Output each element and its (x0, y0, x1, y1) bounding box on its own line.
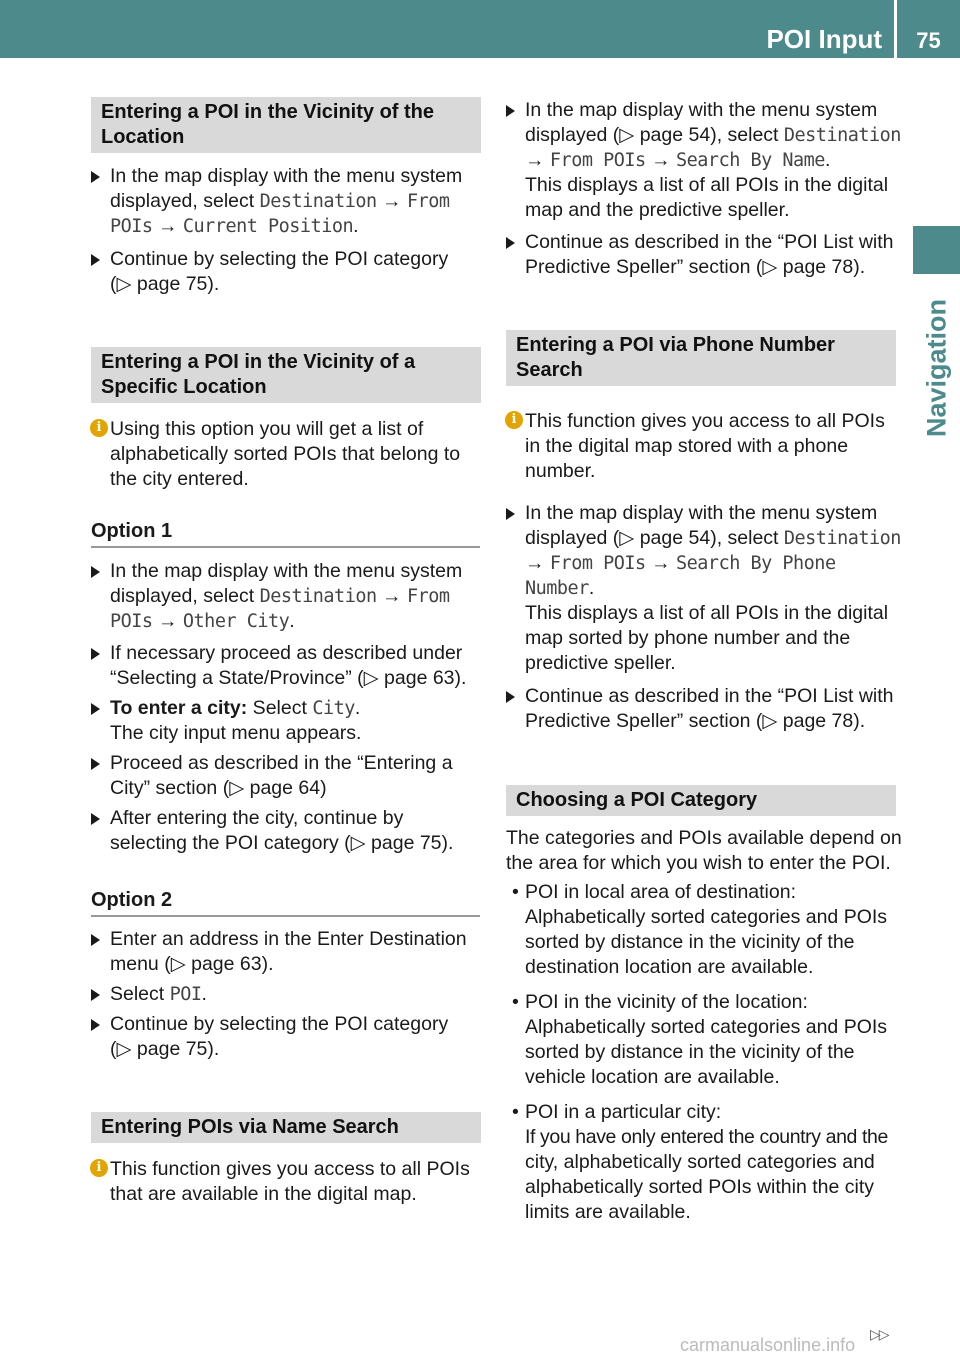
step-arrow-icon (506, 105, 515, 117)
step-arrow-icon (91, 171, 100, 183)
step-arrow-icon (91, 989, 100, 1001)
menu-item-current-position: Current Position (182, 216, 354, 237)
step-arrow-icon (91, 758, 100, 770)
chapter-side-tab[interactable]: Navigation (921, 298, 951, 438)
section-heading-specific-location: Entering a POI in the Vicinity of a Specific Location (91, 347, 481, 403)
menu-item-poi: POI (169, 984, 202, 1005)
step-item: In the map display with the menu system displayed (▷ page 54), select Destination → From POIs → Search By Name. This displays a list of all POIs in the digital map and the predictive speller. (506, 98, 896, 223)
bullet-icon: • (512, 991, 519, 1013)
step-item: After entering the city, continue by selecting the POI category (▷ page 75). (91, 806, 481, 856)
menu-item-city: City (312, 698, 355, 719)
info-icon: i (90, 419, 108, 437)
option-1-heading: Option 1 (91, 519, 480, 548)
step-item: In the map display with the menu system displayed, select Destination → From POIs → Other City. (91, 559, 481, 634)
list-item: • POI in a particular city: If you have only entered the country and the city, alphabetically sorted categories and alphabetically sorted POIs within the city limits are available. (512, 1101, 888, 1223)
menu-item-search-by-name: Search By Name (676, 150, 825, 171)
chapter-tab-marker (913, 226, 960, 274)
step-item: Continue by selecting the POI category (▷ page 75). (91, 247, 481, 297)
info-note: i This function gives you access to all POIs in the digital map stored with a phone number. (506, 409, 896, 484)
list-item: • POI in local area of destination: Alphabetically sorted categories and POIs sorted by distance in the vicinity of the destination location are available. (512, 881, 888, 978)
step-item: In the map display with the menu system displayed, select Destination → From POIs → Current Position. (91, 164, 481, 239)
watermark-text: carmanualsonline.info (680, 1335, 856, 1355)
step-arrow-icon (506, 508, 515, 520)
info-icon: i (90, 1159, 108, 1177)
step-arrow-icon (91, 1019, 100, 1031)
step-item: In the map display with the menu system displayed (▷ page 54), select Destination → From POIs → Search By Phone Number. This displays a list of all POIs in the digital map sorted by phone number and the predictive speller. (506, 501, 896, 676)
step-item: Select POI. (91, 982, 481, 1007)
section-heading-name-search: Entering POIs via Name Search (91, 1112, 481, 1143)
menu-item-other-city: Other City (182, 611, 290, 632)
step-arrow-icon (91, 934, 100, 946)
page-number: 75 (916, 28, 941, 53)
step-arrow-icon (91, 703, 100, 715)
step-item: Continue as described in the “POI List with Predictive Speller” section (▷ page 78). (506, 230, 896, 280)
list-item: • POI in the vicinity of the location: Alphabetically sorted categories and POIs sorted by distance in the vicinity of the vehicle location are available. (512, 991, 888, 1088)
bullet-icon: • (512, 1101, 519, 1123)
menu-item-destination: Destination (259, 191, 377, 212)
step-item: If necessary proceed as described under “Selecting a State/Province” (▷ page 63). (91, 641, 481, 691)
step-item: Continue by selecting the POI category (▷ page 75). (91, 1012, 481, 1062)
step-arrow-icon (91, 254, 100, 266)
bullet-icon: • (512, 881, 519, 903)
step-item: Continue as described in the “POI List with Predictive Speller” section (▷ page 78). (506, 684, 896, 734)
info-note: i This function gives you access to all POIs that are available in the digital map. (91, 1157, 481, 1207)
menu-item-search-by-phone: Search By Phone (676, 553, 836, 574)
continue-arrows-icon: ▷▷ (870, 1326, 888, 1342)
section-heading-vicinity-location: Entering a POI in the Vicinity of the Location (91, 97, 481, 153)
category-intro: The categories and POIs available depend on the area for which you wish to enter the POI. (506, 827, 902, 874)
page-title: POI Input (766, 24, 882, 54)
step-arrow-icon (506, 237, 515, 249)
section-heading-phone-search: Entering a POI via Phone Number Search (506, 330, 896, 386)
step-arrow-icon (91, 813, 100, 825)
option-2-heading: Option 2 (91, 888, 480, 917)
step-item: Enter an address in the Enter Destination menu (▷ page 63). (91, 927, 481, 977)
section-heading-poi-category: Choosing a POI Category (506, 785, 896, 816)
step-item: Proceed as described in the “Entering a City” section (▷ page 64) (91, 751, 481, 801)
step-arrow-icon (91, 566, 100, 578)
step-item: To enter a city: Select City. The city input menu appears. (91, 696, 481, 746)
step-arrow-icon (506, 691, 515, 703)
info-note: i Using this option you will get a list of alphabetically sorted POIs that belong to the city entered. (91, 417, 481, 492)
info-icon: i (505, 411, 523, 429)
step-arrow-icon (91, 648, 100, 660)
